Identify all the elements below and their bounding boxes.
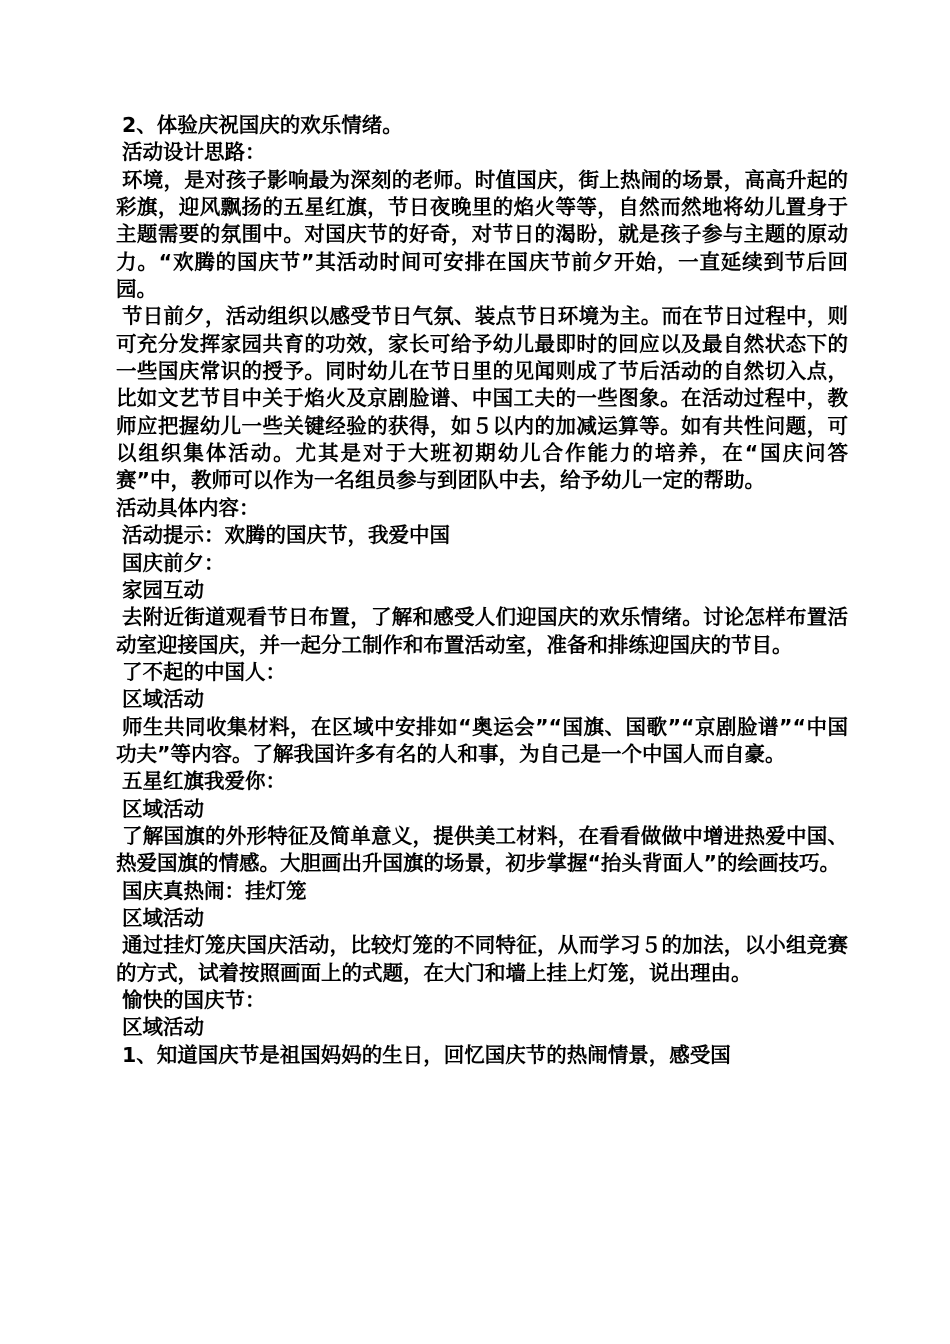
paragraph: 去附近街道观看节日布置，了解和感受人们迎国庆的欢乐情绪。讨论怎样布置活动室迎接国庆，并一起分工制作和布置活动室，准备和排练迎国庆的节目。: [116, 605, 848, 657]
activity-type: 家园互动: [122, 577, 204, 602]
section-heading: 了不起的中国人：: [122, 659, 286, 684]
section-heading: 活动设计思路：: [122, 140, 266, 165]
paragraph: 了解国旗的外形特征及简单意义，提供美工材料，在看看做做中增进热爱中国、热爱国旗的情感。大胆画出升国旗的场景，初步掌握“抬头背面人”的绘画技巧。: [116, 823, 848, 876]
paragraph: 环境，是对孩子影响最为深刻的老师。时值国庆，街上热闹的场景，高高升起的彩旗，迎风飘扬的五星红旗，节日夜晚里的焰火等等，自然而然地将幼儿置身于主题需要的氛围中。对国庆节的好奇，对节日的渴盼，就是孩子参与主题的原动力。“欢腾的国庆节”其活动时间可安排在国庆节前夕开始，一直延续到节后回园。: [116, 167, 848, 302]
section-heading: 愉快的国庆节：: [122, 988, 266, 1012]
document-body: [116, 112, 848, 1069]
paragraph: 1、知道国庆节是祖国妈妈的生日，回忆国庆节的热闹情景，感受国: [122, 1042, 731, 1067]
activity-type: 区域活动: [122, 687, 204, 712]
activity-type: 区域活动: [122, 905, 204, 930]
section-heading: 国庆前夕：: [122, 550, 225, 575]
activity-type: 区域活动: [122, 1015, 204, 1040]
paragraph: 活动提示：欢腾的国庆节，我爱中国: [122, 523, 450, 548]
paragraph: 2、体验庆祝国庆的欢乐情绪。: [122, 113, 403, 137]
section-heading: 活动具体内容：: [116, 495, 260, 520]
paragraph: 节日前夕，活动组织以感受节日气氛、装点节日环境为主。而在节日过程中，则可充分发挥家园共育的功效，家长可给予幼儿最即时的回应以及最自然状态下的一些国庆常识的授予。同时幼儿在节日里的见闻则成了节后活动的自然切入点，比如文艺节目中关于焰火及京剧脸谱、中国工夫的一些图象。在活动过程中，教师应把握幼儿一些关键经验的获得，如５以内的加减运算等。如有共性问题，可以组织集体活动。尤其是对于大班初期幼儿合作能力的培养，在“国庆问答赛”中，教师可以作为一名组员参与到团队中去，给予幼儿一定的帮助。: [116, 304, 848, 493]
activity-type: 区域活动: [122, 796, 204, 821]
paragraph: 通过挂灯笼庆国庆活动，比较灯笼的不同特征，从而学习５的加法，以小组竞赛的方式，试着按照画面上的式题，在大门和墙上挂上灯笼，说出理由。: [116, 933, 848, 985]
section-heading: 国庆真热闹：挂灯笼: [122, 878, 307, 903]
paragraph: 师生共同收集材料，在区域中安排如“奥运会”“国旗、国歌”“京剧脸谱”“中国功夫”等内容。了解我国许多有名的人和事，为自己是一个中国人而自豪。: [116, 714, 848, 766]
section-heading: 五星红旗我爱你：: [122, 769, 286, 794]
